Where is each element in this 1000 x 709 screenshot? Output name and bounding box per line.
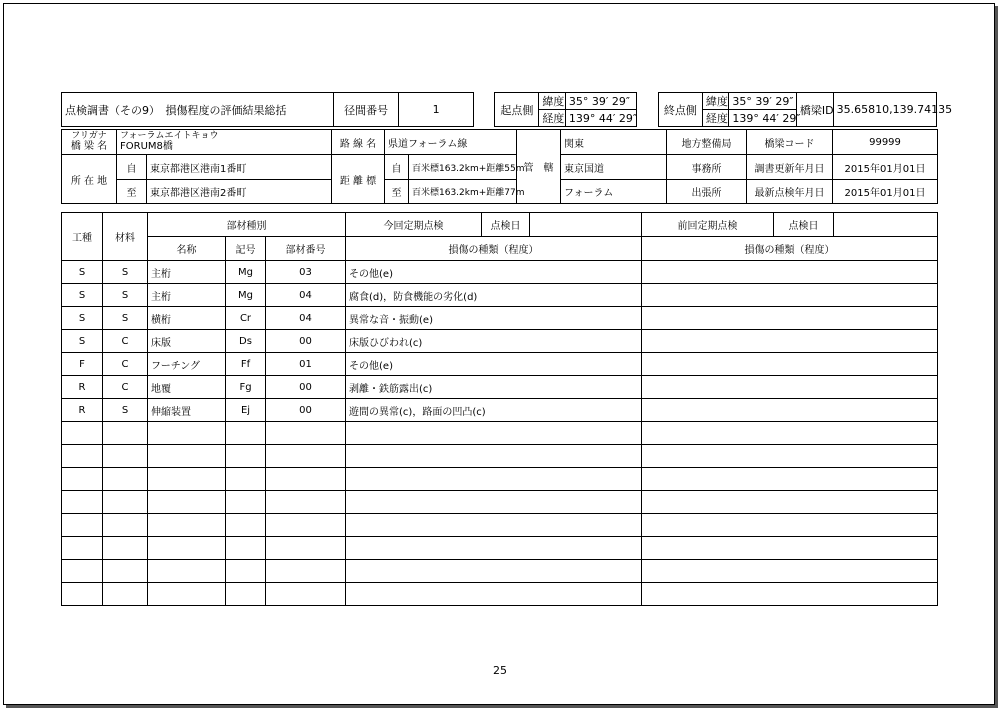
table-row [62, 399, 938, 422]
cell-previous-damage [642, 284, 938, 307]
name-labels [62, 130, 117, 155]
previous-date-value [834, 213, 938, 237]
cell-number [266, 491, 346, 514]
current-date-value [530, 213, 642, 237]
latest-date: 2015年01月01日 [833, 180, 938, 204]
cell-symbol [226, 560, 266, 583]
cell-name: 伸縮装置 [148, 399, 226, 422]
table-row [62, 537, 938, 560]
span-label: 径間番号 [333, 93, 398, 127]
cell-symbol [226, 537, 266, 560]
cell-material [103, 422, 148, 445]
cell-previous-damage [642, 560, 938, 583]
cell-material [103, 468, 148, 491]
cell-current-damage: 異常な音・振動(e) [346, 307, 642, 330]
cell-current-damage [346, 445, 642, 468]
cell-previous-damage [642, 537, 938, 560]
current-damage-header: 損傷の種類（程度） [346, 237, 642, 261]
cell-previous-damage [642, 583, 938, 606]
spacer [637, 93, 658, 127]
distance-to: 百米標163.2km+距離77m [409, 180, 517, 204]
location-label: 所 在 地 [62, 155, 117, 204]
table-row [62, 330, 938, 353]
furigana-label: フリガナ [71, 131, 107, 141]
cell-name: フーチング [148, 353, 226, 376]
cell-material [103, 583, 148, 606]
table-row [62, 307, 938, 330]
cell-symbol [226, 422, 266, 445]
table-row [62, 422, 938, 445]
cell-symbol [226, 491, 266, 514]
cell-current-damage [346, 537, 642, 560]
cell-name [148, 491, 226, 514]
cell-material [103, 514, 148, 537]
cell-kind: S [62, 330, 103, 353]
region: 関東 [561, 130, 667, 155]
admin-label: 管 轄 [517, 130, 561, 204]
office-2-type: 出張所 [667, 180, 747, 204]
table-row [62, 261, 938, 284]
cell-previous-damage [642, 330, 938, 353]
cell-name [148, 468, 226, 491]
cell-material: C [103, 353, 148, 376]
col-number-header: 部材番号 [266, 237, 346, 261]
cell-symbol: Ds [226, 330, 266, 353]
span-value: 1 [399, 93, 474, 127]
cell-material: C [103, 330, 148, 353]
cell-kind: S [62, 284, 103, 307]
cell-name [148, 537, 226, 560]
bridge-info-table [61, 129, 938, 204]
previous-inspection-label: 前回定期点検 [642, 213, 774, 237]
cell-previous-damage [642, 353, 938, 376]
page-title: 点検調書（その9） 損傷程度の評価結果総括 [62, 93, 334, 127]
col-symbol-header: 記号 [226, 237, 266, 261]
cell-name: 床版 [148, 330, 226, 353]
cell-kind: S [62, 261, 103, 284]
location-from: 東京都港区港南1番町 [147, 155, 332, 180]
cell-symbol [226, 514, 266, 537]
cell-name: 横桁 [148, 307, 226, 330]
update-date: 2015年01月01日 [833, 155, 938, 180]
cell-current-damage: 剥離・鉄筋露出(c) [346, 376, 642, 399]
bridge-id: 35.65810,139.74135 [833, 93, 936, 127]
current-date-label: 点検日 [482, 213, 530, 237]
cell-number: 00 [266, 330, 346, 353]
end-lon-label: 経度 [702, 110, 729, 127]
cell-kind [62, 445, 103, 468]
end-side-label: 終点側 [658, 93, 702, 127]
cell-number [266, 422, 346, 445]
cell-number: 00 [266, 376, 346, 399]
start-side-label: 起点側 [495, 93, 539, 127]
from-label: 自 [117, 155, 147, 180]
cell-name [148, 560, 226, 583]
start-lon-label: 経度 [539, 110, 566, 127]
start-lat-label: 緯度 [539, 93, 566, 110]
cell-kind [62, 422, 103, 445]
cell-kind: R [62, 399, 103, 422]
cell-number [266, 537, 346, 560]
cell-current-damage [346, 560, 642, 583]
end-lat: 35° 39′ 29″ [729, 93, 796, 110]
cell-kind: F [62, 353, 103, 376]
cell-previous-damage [642, 307, 938, 330]
cell-name [148, 583, 226, 606]
table-row [62, 376, 938, 399]
table-row [62, 583, 938, 606]
cell-name [148, 514, 226, 537]
cell-number: 03 [266, 261, 346, 284]
bridge-code: 99999 [833, 130, 938, 155]
start-lat: 35° 39′ 29″ [565, 93, 637, 110]
cell-current-damage: その他(e) [346, 353, 642, 376]
cell-symbol: Ej [226, 399, 266, 422]
table-row [62, 284, 938, 307]
cell-number [266, 514, 346, 537]
cell-kind [62, 583, 103, 606]
cell-number: 00 [266, 399, 346, 422]
end-lat-label: 緯度 [702, 93, 729, 110]
cell-name: 主桁 [148, 284, 226, 307]
cell-symbol: Ff [226, 353, 266, 376]
from-label: 自 [385, 155, 409, 180]
cell-name: 主桁 [148, 261, 226, 284]
cell-previous-damage [642, 422, 938, 445]
name-values [117, 130, 332, 155]
cell-previous-damage [642, 468, 938, 491]
bridge-name-label: 橋 梁 名 [70, 141, 108, 152]
cell-kind: S [62, 307, 103, 330]
latest-date-label: 最新点検年月日 [747, 180, 833, 204]
table-row [62, 445, 938, 468]
office-1-type: 事務所 [667, 155, 747, 180]
previous-date-label: 点検日 [774, 213, 834, 237]
col-member-type-header: 部材種別 [148, 213, 346, 237]
cell-material: S [103, 307, 148, 330]
cell-kind [62, 537, 103, 560]
col-kind-header: 工種 [62, 213, 103, 261]
cell-previous-damage [642, 514, 938, 537]
cell-kind [62, 514, 103, 537]
cell-symbol [226, 583, 266, 606]
office-1: 東京国道 [561, 155, 667, 180]
location-to: 東京都港区港南2番町 [147, 180, 332, 204]
cell-material: S [103, 399, 148, 422]
cell-previous-damage [642, 376, 938, 399]
cell-kind: R [62, 376, 103, 399]
distance-label: 距 離 標 [332, 155, 385, 204]
spacer [473, 93, 494, 127]
cell-symbol: Cr [226, 307, 266, 330]
bridge-id-label: 橋梁ID [796, 93, 833, 127]
update-date-label: 調書更新年月日 [747, 155, 833, 180]
cell-current-damage [346, 514, 642, 537]
region-office: 地方整備局 [667, 130, 747, 155]
cell-previous-damage [642, 399, 938, 422]
cell-name: 地覆 [148, 376, 226, 399]
col-material-header: 材料 [103, 213, 148, 261]
to-label: 至 [117, 180, 147, 204]
table-row [62, 468, 938, 491]
cell-material: S [103, 261, 148, 284]
cell-material: S [103, 284, 148, 307]
cell-kind [62, 468, 103, 491]
end-lon: 139° 44′ 29″ [729, 110, 796, 127]
cell-current-damage: 遊間の異常(c)，路面の凹凸(c) [346, 399, 642, 422]
cell-material: C [103, 376, 148, 399]
cell-current-damage [346, 491, 642, 514]
cell-symbol: Fg [226, 376, 266, 399]
table-row [62, 514, 938, 537]
cell-current-damage [346, 422, 642, 445]
cell-current-damage [346, 583, 642, 606]
table-row [62, 560, 938, 583]
previous-damage-header: 損傷の種類（程度） [642, 237, 938, 261]
cell-previous-damage [642, 491, 938, 514]
cell-number [266, 445, 346, 468]
cell-number [266, 583, 346, 606]
cell-number: 01 [266, 353, 346, 376]
cell-number: 04 [266, 284, 346, 307]
code-label: 橋梁コード [747, 130, 833, 155]
to-label: 至 [385, 180, 409, 204]
cell-name [148, 445, 226, 468]
cell-current-damage: 床版ひびわれ(c) [346, 330, 642, 353]
cell-previous-damage [642, 261, 938, 284]
distance-from: 百米標163.2km+距離55m [409, 155, 517, 180]
office-2: フォーラム [561, 180, 667, 204]
cell-material [103, 445, 148, 468]
cell-previous-damage [642, 445, 938, 468]
col-name-header: 名称 [148, 237, 226, 261]
cell-symbol [226, 468, 266, 491]
cell-current-damage: その他(e) [346, 261, 642, 284]
header-table [61, 92, 953, 127]
table-row [62, 353, 938, 376]
bridge-name: FORUM8橋 [120, 141, 173, 152]
cell-number [266, 560, 346, 583]
cell-kind [62, 560, 103, 583]
cell-name [148, 422, 226, 445]
furigana-value: フォーラムエイトキョウ [120, 131, 219, 141]
current-inspection-label: 今回定期点検 [346, 213, 482, 237]
cell-material [103, 491, 148, 514]
cell-symbol [226, 445, 266, 468]
cell-current-damage: 腐食(d)，防食機能の劣化(d) [346, 284, 642, 307]
damage-table [61, 212, 938, 606]
cell-number: 04 [266, 307, 346, 330]
start-lon: 139° 44′ 29″ [565, 110, 637, 127]
route-label: 路 線 名 [332, 130, 385, 155]
cell-kind [62, 491, 103, 514]
cell-number [266, 468, 346, 491]
cell-symbol: Mg [226, 261, 266, 284]
cell-material [103, 537, 148, 560]
cell-current-damage [346, 468, 642, 491]
cell-material [103, 560, 148, 583]
page-number: 25 [493, 664, 507, 677]
table-row [62, 491, 938, 514]
cell-symbol: Mg [226, 284, 266, 307]
route-name: 県道フォーラム線 [385, 130, 517, 155]
